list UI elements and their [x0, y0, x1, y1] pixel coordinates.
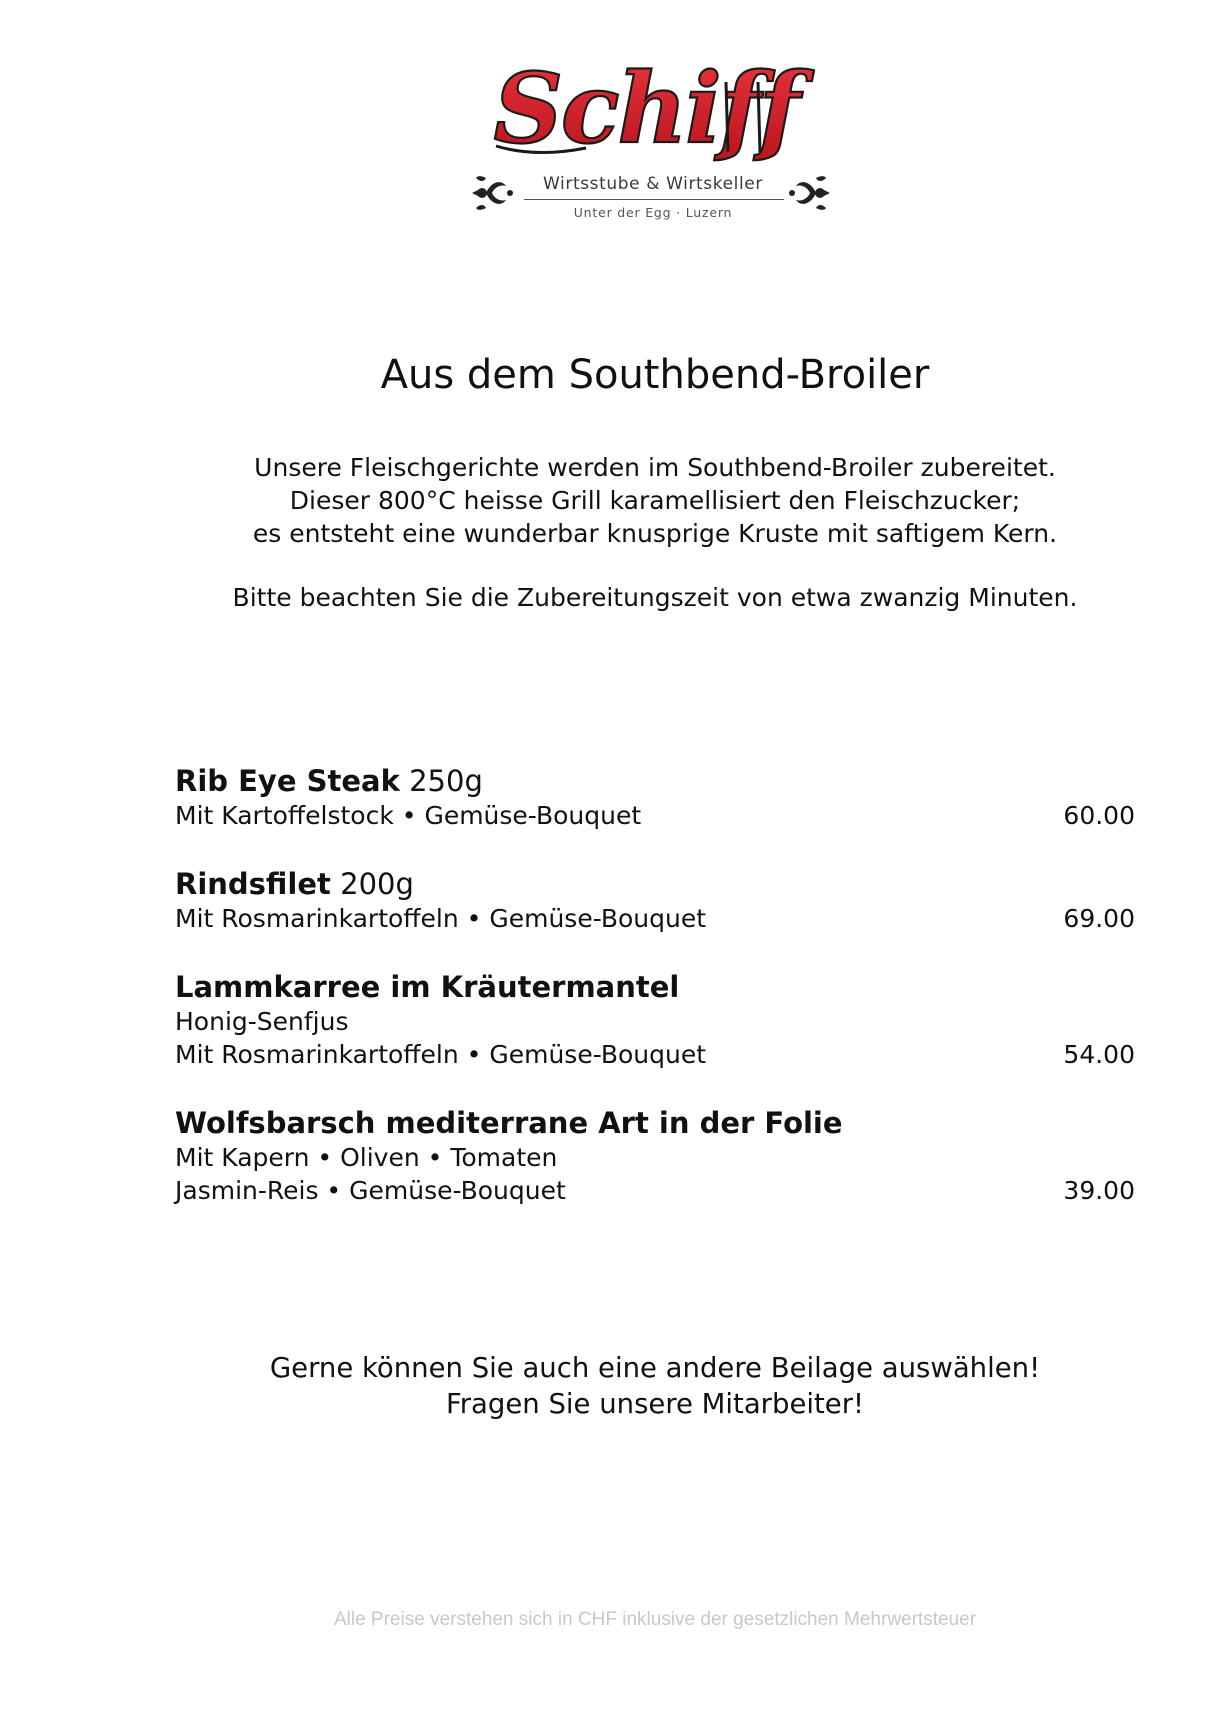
logo-subtitle: Wirtsstube & Wirtskeller	[543, 174, 763, 194]
page-title: Aus dem Southbend-Broiler	[380, 352, 930, 398]
intro-line: es entsteht eine wunderbar knusprige Kruste mit saftigem Kern.	[252, 519, 1058, 548]
dish-description: Mit Rosmarinkartoffeln • Gemüse-Bouquet	[175, 1040, 707, 1069]
menu-item	[175, 867, 1135, 935]
dish-price: 54.00	[1063, 1040, 1135, 1069]
dish-weight: 250g	[399, 764, 483, 798]
dish-heading	[175, 1106, 1135, 1141]
dish-description: Mit Rosmarinkartoffeln • Gemüse-Bouquet	[175, 904, 707, 933]
restaurant-logo	[470, 62, 850, 232]
dish-name: Rindsfilet	[175, 867, 331, 901]
dish-name: Rib Eye Steak	[175, 764, 400, 798]
logo-location: Unter der Egg · Luzern	[573, 205, 733, 220]
closing-line: Fragen Sie unsere Mitarbeiter!	[445, 1388, 865, 1420]
ornament-left-icon	[470, 166, 516, 220]
price-disclaimer: Alle Preise verstehen sich in CHF inklusive der gesetzlichen Mehrwertsteuer	[333, 1609, 977, 1630]
dish-name: Lammkarree im Kräutermantel	[175, 970, 680, 1004]
dish-price: 69.00	[1063, 904, 1135, 933]
closing-text	[0, 1350, 1222, 1422]
dish-name: Wolfsbarsch mediterrane Art in der Folie	[175, 1106, 843, 1140]
menu-list	[175, 764, 1135, 1242]
ornament-right-icon	[786, 166, 832, 220]
preparation-note: Bitte beachten Sie die Zubereitungszeit von etwa zwanzig Minuten.	[232, 583, 1078, 612]
dish-price: 39.00	[1063, 1176, 1135, 1205]
dish-heading	[175, 764, 1135, 799]
logo-divider	[524, 199, 784, 200]
dish-description: Mit Kapern • Oliven • Tomaten	[175, 1143, 558, 1172]
intro-line: Unsere Fleischgerichte werden im Southbend-Broiler zubereitet.	[254, 453, 1056, 482]
dish-description: Honig-Senfjus	[175, 1007, 349, 1036]
logo-wordmark	[476, 62, 816, 170]
menu-item	[175, 970, 1135, 1071]
intro-line: Dieser 800°C heisse Grill karamellisiert den Fleischzucker;	[289, 486, 1021, 515]
closing-line: Gerne können Sie auch eine andere Beilage auswählen!	[269, 1352, 1041, 1384]
menu-item	[175, 1106, 1135, 1207]
dish-price: 60.00	[1063, 801, 1135, 830]
menu-item	[175, 764, 1135, 832]
dish-weight: 200g	[330, 867, 414, 901]
intro-text	[0, 451, 1222, 550]
dish-description: Mit Kartoffelstock • Gemüse-Bouquet	[175, 801, 642, 830]
svg-text:Schiff: Schiff	[493, 62, 799, 165]
dish-description: Jasmin-Reis • Gemüse-Bouquet	[175, 1176, 566, 1205]
dish-heading	[175, 867, 1135, 902]
dish-heading	[175, 970, 1135, 1005]
